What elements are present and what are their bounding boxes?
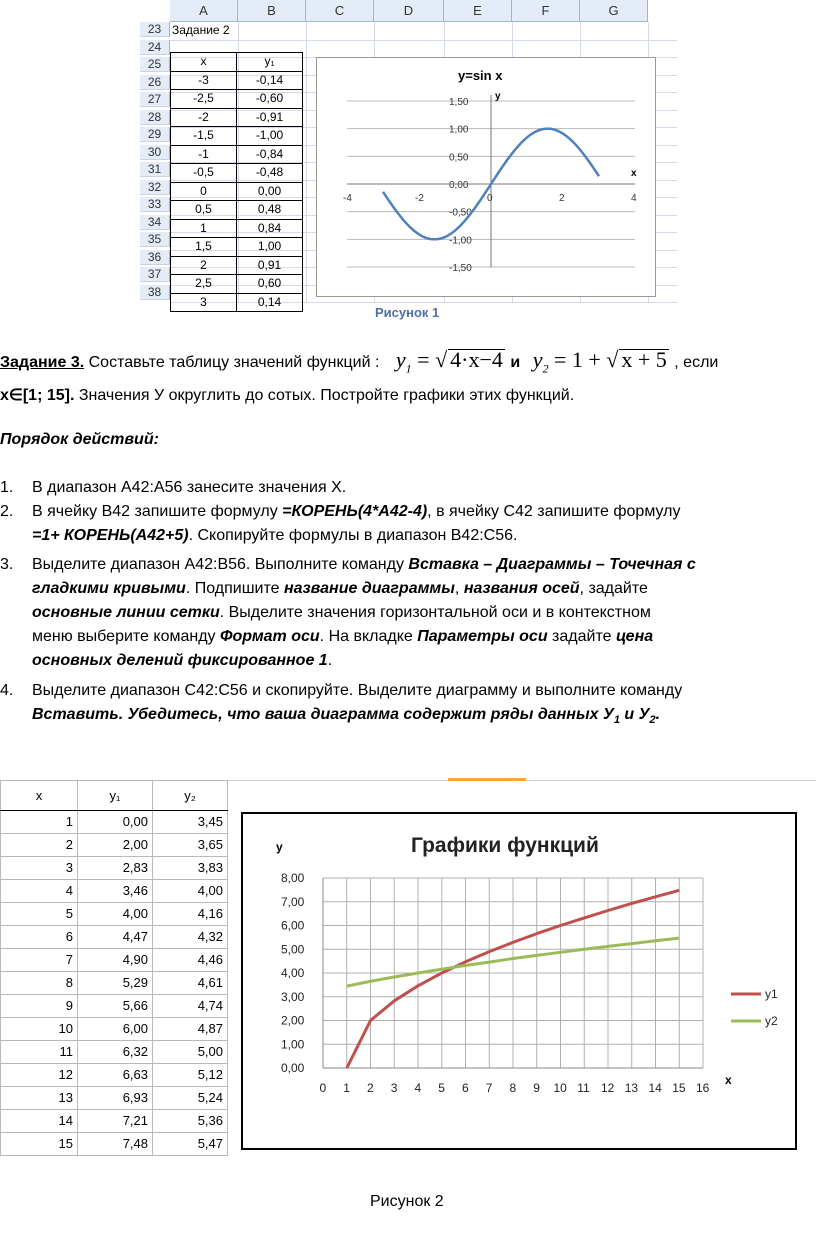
row-header[interactable]: 35 xyxy=(140,232,170,247)
x-tick-label: 0 xyxy=(319,1081,327,1095)
row-header[interactable]: 32 xyxy=(140,180,170,195)
table-header-row xyxy=(171,53,303,72)
step-3-price: цена xyxy=(615,628,654,645)
row-header[interactable]: 29 xyxy=(140,127,170,142)
table-cell[interactable]: 3 xyxy=(171,293,237,312)
row-header[interactable]: 26 xyxy=(140,75,170,90)
table-cell[interactable]: 6,63 xyxy=(78,1064,153,1087)
row-header[interactable]: 34 xyxy=(140,215,170,230)
row-header[interactable]: 38 xyxy=(140,285,170,300)
functions-chart xyxy=(241,812,797,1150)
x-tick-label: 3 xyxy=(390,1081,398,1095)
step-2-number: 2. xyxy=(0,503,14,520)
y-tick-label: 0,00 xyxy=(449,180,469,191)
formula-y1: $y_1$ = √ 4·x−4 xyxy=(395,347,503,376)
table-cell[interactable]: 15 xyxy=(1,1133,78,1156)
table-header-cell[interactable]: x xyxy=(171,53,237,72)
table-cell[interactable]: 6,00 xyxy=(78,1018,153,1041)
table-cell[interactable]: 0,00 xyxy=(78,811,153,834)
x-tick-label: 6 xyxy=(462,1081,469,1095)
table-cell[interactable]: -0,60 xyxy=(237,90,303,109)
table-cell[interactable]: 4,16 xyxy=(153,903,228,926)
x-tick-label: 14 xyxy=(648,1081,662,1095)
table-row xyxy=(1,926,228,949)
step-3-command: Вставка – Диаграммы – Точечная с xyxy=(408,556,696,573)
table-cell[interactable]: 1 xyxy=(171,219,237,238)
step-2-formula-c: =1+ КОРЕНЬ(А42+5) xyxy=(32,527,189,544)
table-cell[interactable]: 0,5 xyxy=(171,201,237,220)
table-cell[interactable]: 9 xyxy=(1,995,78,1018)
selected-cell-mark xyxy=(448,778,526,781)
step-4-sub-2: 2 xyxy=(649,714,656,727)
table-cell[interactable]: -1 xyxy=(171,145,237,164)
table-cell[interactable]: 0,00 xyxy=(237,182,303,201)
step-2-text-e: . Скопируйте формулы в диапазон В42:С56. xyxy=(188,527,518,544)
table-cell[interactable]: 0,91 xyxy=(237,256,303,275)
table-cell[interactable]: 3,45 xyxy=(153,811,228,834)
table-row xyxy=(1,834,228,857)
y-tick-label: 1,00 xyxy=(449,124,469,136)
step-3-axis-titles: названия осей xyxy=(463,580,580,597)
table-row xyxy=(171,108,303,127)
domain-text: x∈[1; 15]. xyxy=(0,387,75,404)
table-row xyxy=(1,949,228,972)
table-cell[interactable]: 3,83 xyxy=(153,857,228,880)
column-header[interactable]: F xyxy=(512,0,580,22)
and-word: и xyxy=(510,354,521,371)
table-row xyxy=(1,972,228,995)
x-tick-label: 7 xyxy=(485,1081,493,1095)
step-3-fixed: основных делений фиксированное 1 xyxy=(32,652,328,669)
y-tick-label: -1,00 xyxy=(449,235,472,247)
table-cell[interactable]: -0,91 xyxy=(237,108,303,127)
column-header[interactable]: C xyxy=(306,0,374,22)
formula-y1-sub: 1 xyxy=(405,361,412,376)
y-axis-label: y xyxy=(495,91,501,102)
x-tick-label: 1 xyxy=(343,1081,350,1095)
step-1-number: 1. xyxy=(0,479,14,496)
x-axis-label: x xyxy=(631,168,637,179)
table-cell[interactable]: 6 xyxy=(1,926,78,949)
table-cell[interactable]: 5,66 xyxy=(78,995,153,1018)
task-2-cell: Задание 2 xyxy=(172,23,230,37)
row-header[interactable]: 25 xyxy=(140,57,170,72)
table-cell[interactable]: 5,12 xyxy=(153,1064,228,1087)
table-cell[interactable]: -2 xyxy=(171,108,237,127)
table-cell[interactable]: 5,24 xyxy=(153,1087,228,1110)
column-header[interactable]: B xyxy=(238,0,306,22)
table-row xyxy=(171,275,303,294)
step-4-text: Выделите диапазон С42:С56 и скопируйте. Выделите диаграмму и выполните команду xyxy=(32,682,683,699)
table-cell[interactable]: 5 xyxy=(1,903,78,926)
table-cell[interactable]: 1,5 xyxy=(171,238,237,257)
table-cell[interactable]: 7 xyxy=(1,949,78,972)
functions-table-wrap xyxy=(0,780,228,1156)
step-3-number: 3. xyxy=(0,556,14,573)
sine-chart xyxy=(316,57,656,297)
step-4-number: 4. xyxy=(0,682,14,699)
formula-y2-radicand: x + 5 xyxy=(621,347,667,372)
table-cell[interactable]: 8 xyxy=(1,972,78,995)
table-cell[interactable]: 7,21 xyxy=(78,1110,153,1133)
table-cell[interactable]: 2,83 xyxy=(78,857,153,880)
step-3-smooth: гладкими кривыми xyxy=(32,580,186,597)
step-1-text: В диапазон А42:А56 занесите значения Х. xyxy=(32,479,347,496)
table-cell[interactable]: 0,48 xyxy=(237,201,303,220)
row-header[interactable]: 27 xyxy=(140,92,170,107)
table-header-cell[interactable]: y₁ xyxy=(78,781,153,811)
step-3-chart-title: название диаграммы xyxy=(283,580,455,597)
table-row xyxy=(1,880,228,903)
x-tick-label: 13 xyxy=(624,1081,639,1095)
step-3-text-m: . На вкладке xyxy=(319,628,418,645)
table-cell[interactable]: 5,36 xyxy=(153,1110,228,1133)
table-cell[interactable]: 2,00 xyxy=(78,834,153,857)
table-row xyxy=(1,1110,228,1133)
x-tick-label: -2 xyxy=(415,193,424,204)
table-cell[interactable]: 4,47 xyxy=(78,926,153,949)
table-row xyxy=(1,903,228,926)
table-cell[interactable]: 2 xyxy=(1,834,78,857)
step-3-text-o: задайте xyxy=(547,628,616,645)
table-cell[interactable]: 5,29 xyxy=(78,972,153,995)
table-cell[interactable]: 3,46 xyxy=(78,880,153,903)
step-3-text-k: меню выберите команду xyxy=(32,628,220,645)
formula-y2-sub: 2 xyxy=(542,361,549,376)
functions-values-table xyxy=(0,780,228,1156)
table-cell[interactable]: 4,90 xyxy=(78,949,153,972)
row-header[interactable]: 31 xyxy=(140,162,170,177)
y-tick-label: -0,50 xyxy=(449,207,472,219)
table-row xyxy=(1,1018,228,1041)
y-tick-label: 4,00 xyxy=(281,966,305,980)
column-header[interactable]: G xyxy=(580,0,648,22)
x-tick-label: 9 xyxy=(533,1081,540,1095)
table-cell[interactable]: 11 xyxy=(1,1041,78,1064)
step-2-formula-b: =КОРЕНЬ(4*А42-4) xyxy=(282,503,428,520)
column-header[interactable]: E xyxy=(444,0,512,22)
table-row xyxy=(1,811,228,834)
table-cell[interactable]: 4,74 xyxy=(153,995,228,1018)
y-tick-label: -1,50 xyxy=(449,263,472,274)
x-tick-label: 2 xyxy=(367,1081,374,1095)
table-cell[interactable]: 4 xyxy=(1,880,78,903)
task-3-line-2 xyxy=(0,384,574,408)
row-header[interactable]: 36 xyxy=(140,250,170,265)
x-axis-label: x xyxy=(725,1073,732,1087)
table-cell[interactable]: 1 xyxy=(1,811,78,834)
step-3-format-axis: Формат оси xyxy=(219,628,320,645)
table-cell[interactable]: 13 xyxy=(1,1087,78,1110)
x-tick-label: 2 xyxy=(559,193,565,204)
table-row xyxy=(171,127,303,146)
step-4-period: . xyxy=(655,706,661,723)
functions-chart-svg xyxy=(243,814,795,1148)
y-tick-label: 5,00 xyxy=(281,942,305,957)
table-header-cell[interactable]: y₂ xyxy=(153,781,228,811)
table-cell[interactable]: 4,32 xyxy=(153,926,228,949)
x-tick-label: 10 xyxy=(553,1081,567,1095)
task-3-intro: Составьте таблицу значений функций : xyxy=(88,354,380,371)
table-cell[interactable]: -0,5 xyxy=(171,164,237,183)
y-tick-label: 0,50 xyxy=(449,152,469,164)
x-tick-label: 5 xyxy=(438,1081,445,1095)
step-2-text-a: В ячейку В42 запишите формулу xyxy=(32,503,283,520)
row-header[interactable]: 33 xyxy=(140,197,170,212)
step-3-text-j: . Выделите значения горизонтальной оси и в контекстном xyxy=(219,604,651,621)
x-tick-label: -4 xyxy=(343,193,352,204)
x-tick-label: 4 xyxy=(414,1081,422,1095)
table-cell[interactable]: -3 xyxy=(171,71,237,90)
step-4-text-and: и У xyxy=(619,706,650,723)
y-tick-label: 6,00 xyxy=(281,918,305,933)
y-tick-label: 1,00 xyxy=(281,1037,305,1052)
step-3-gridlines: основные линии сетки xyxy=(32,604,220,621)
table-cell[interactable]: 4,61 xyxy=(153,972,228,995)
legend-label: y1 xyxy=(765,987,778,1001)
order-title: Порядок действий: xyxy=(0,431,159,448)
y-tick-label: 3,00 xyxy=(281,989,305,1004)
table-row xyxy=(171,201,303,220)
step-2-text-c: , в ячейку С42 запишите формулу xyxy=(427,503,681,520)
table-row xyxy=(1,1087,228,1110)
step-4-text-b: Вставить. Убедитесь, что ваша диаграмма содержит ряды данных У xyxy=(32,706,614,723)
table-cell[interactable]: 3 xyxy=(1,857,78,880)
task-3-line xyxy=(0,348,718,380)
table-row xyxy=(1,995,228,1018)
figure-1-caption: Рисунок 1 xyxy=(375,305,440,320)
if-word: , если xyxy=(674,354,719,371)
table-cell[interactable]: 2,5 xyxy=(171,275,237,294)
table-cell[interactable]: -0,84 xyxy=(237,145,303,164)
table-cell[interactable]: 5,47 xyxy=(153,1133,228,1156)
row-header[interactable]: 37 xyxy=(140,267,170,282)
table-row xyxy=(171,238,303,257)
sine-values-table xyxy=(170,52,303,312)
step-3-text-h: , задайте xyxy=(579,580,648,597)
table-cell[interactable]: 0,14 xyxy=(237,293,303,312)
y-tick-label: 0,00 xyxy=(281,1061,305,1075)
x-tick-label: 8 xyxy=(509,1081,517,1095)
row-header[interactable]: 28 xyxy=(140,110,170,125)
x-tick-label: 0 xyxy=(487,193,493,204)
table-cell[interactable]: 12 xyxy=(1,1064,78,1087)
x-tick-label: 16 xyxy=(696,1081,710,1095)
table-cell[interactable]: 4,00 xyxy=(153,880,228,903)
x-tick-label: 15 xyxy=(672,1081,686,1095)
table-row xyxy=(1,1041,228,1064)
formula-y1-radicand: 4·x−4 xyxy=(450,347,503,372)
y-tick-label: 8,00 xyxy=(281,871,305,885)
formula-y2: $y_2 = 1$ + √ x + 5 xyxy=(532,347,667,376)
step-3-period: . xyxy=(327,652,333,669)
formula-y1-lhs: y xyxy=(395,347,406,372)
table-row xyxy=(171,256,303,275)
table-cell[interactable]: 10 xyxy=(1,1018,78,1041)
table-cell[interactable]: 6,93 xyxy=(78,1087,153,1110)
row-header[interactable]: 23 xyxy=(140,22,170,37)
table-header-cell[interactable]: y₁ xyxy=(237,53,303,72)
task-3-label: Задание 3. xyxy=(0,354,85,371)
step-4-sub-1: 1 xyxy=(613,714,620,727)
table-cell[interactable]: 0,84 xyxy=(237,219,303,238)
formula-y1-eq: = xyxy=(417,347,430,372)
row-header[interactable]: 30 xyxy=(140,145,170,160)
row-header[interactable]: 24 xyxy=(140,40,170,55)
table-row xyxy=(1,1064,228,1087)
table-row xyxy=(171,90,303,109)
table-row xyxy=(171,145,303,164)
table-row xyxy=(171,219,303,238)
sine-chart-svg xyxy=(317,58,655,296)
column-header[interactable]: D xyxy=(374,0,444,22)
table-row xyxy=(1,1133,228,1156)
formula-y2-lhs: y xyxy=(532,347,543,372)
step-3-text-d: . Подпишите xyxy=(185,580,284,597)
table-cell[interactable]: 1,00 xyxy=(237,238,303,257)
x-tick-label: 12 xyxy=(601,1081,615,1095)
table-row xyxy=(1,857,228,880)
table-header-cell[interactable]: x xyxy=(1,781,78,811)
table-cell[interactable]: 4,87 xyxy=(153,1018,228,1041)
table-cell[interactable]: 4,46 xyxy=(153,949,228,972)
legend-label: y2 xyxy=(765,1014,778,1028)
table-cell[interactable]: 0 xyxy=(171,182,237,201)
table-cell[interactable]: 14 xyxy=(1,1110,78,1133)
table-cell[interactable]: -1,00 xyxy=(237,127,303,146)
table-cell[interactable]: 2 xyxy=(171,256,237,275)
y-tick-label: 7,00 xyxy=(281,894,305,909)
chart-title: y=sin x xyxy=(458,68,503,83)
table-cell[interactable]: 7,48 xyxy=(78,1133,153,1156)
grid-line xyxy=(170,40,677,41)
formula-y2-eq: = 1 + xyxy=(553,347,601,372)
table-row xyxy=(171,293,303,312)
table-cell[interactable]: -0,48 xyxy=(237,164,303,183)
figure-2-caption: Рисунок 2 xyxy=(370,1193,444,1210)
y-tick-label: 2,00 xyxy=(281,1013,305,1028)
y-tick-label: 1,50 xyxy=(449,97,469,108)
step-3-comma: , xyxy=(454,580,464,597)
table-cell[interactable]: 4,00 xyxy=(78,903,153,926)
y-axis-label: y xyxy=(276,840,283,854)
task-3-rest: Значения У округлить до сотых. Постройте графики этих функций. xyxy=(78,387,575,404)
x-tick-label: 4 xyxy=(631,193,637,204)
table-cell[interactable]: -0,14 xyxy=(237,71,303,90)
table-cell[interactable]: -2,5 xyxy=(171,90,237,109)
table-cell[interactable]: 3,65 xyxy=(153,834,228,857)
table-row xyxy=(171,164,303,183)
table-row xyxy=(171,182,303,201)
table-cell[interactable]: -1,5 xyxy=(171,127,237,146)
table-cell[interactable]: 6,32 xyxy=(78,1041,153,1064)
chart-title: Графики функций xyxy=(411,834,599,857)
table-header-row xyxy=(1,781,228,811)
x-tick-label: 11 xyxy=(577,1081,590,1095)
table-cell[interactable]: 5,00 xyxy=(153,1041,228,1064)
table-cell[interactable]: 0,60 xyxy=(237,275,303,294)
step-3-text-a: Выделите диапазон А42:В56. Выполните команду xyxy=(32,556,409,573)
table-row xyxy=(171,71,303,90)
column-header[interactable]: A xyxy=(170,0,238,22)
step-3-axis-params: Параметры оси xyxy=(417,628,548,645)
